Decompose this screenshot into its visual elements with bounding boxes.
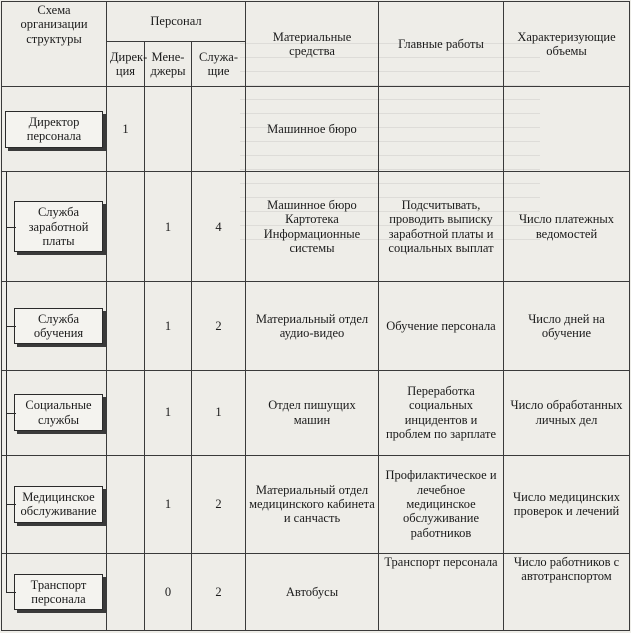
materials-cell: Машинное бюро xyxy=(246,87,379,172)
managers-cell: 1 xyxy=(145,282,192,370)
header-main-work: Главные работы xyxy=(379,2,504,87)
unit-cell xyxy=(2,87,107,172)
unit-box: Транспорт персонала xyxy=(14,574,103,611)
unit-box: Директор персонала xyxy=(5,111,103,148)
volumes-cell: Число обработанных личных дел xyxy=(504,370,630,455)
table-row xyxy=(2,87,630,172)
employees-cell: 2 xyxy=(192,282,246,370)
unit-cell xyxy=(2,172,107,282)
managers-cell: 1 xyxy=(145,455,192,553)
direction-cell xyxy=(107,553,145,630)
employees-cell: 1 xyxy=(192,370,246,455)
managers-cell xyxy=(145,87,192,172)
employees-cell: 2 xyxy=(192,455,246,553)
main-work-cell xyxy=(379,87,504,172)
employees-cell: 2 xyxy=(192,553,246,630)
header-managers: Мене-джеры xyxy=(145,42,192,87)
unit-cell xyxy=(2,370,107,455)
unit-cell xyxy=(2,553,107,630)
managers-cell: 1 xyxy=(145,172,192,282)
volumes-cell xyxy=(504,87,630,172)
header-scheme: Схема организации структуры xyxy=(2,2,107,87)
table-row xyxy=(2,455,630,553)
materials-cell: Автобусы xyxy=(246,553,379,630)
direction-cell xyxy=(107,370,145,455)
header-employees: Служа-щие xyxy=(192,42,246,87)
direction-cell xyxy=(107,455,145,553)
header-materials: Материальные средства xyxy=(246,2,379,87)
direction-cell: 1 xyxy=(107,87,145,172)
main-work-cell: Переработка социальных инцидентов и проблем по зарплате xyxy=(379,370,504,455)
unit-box: Служба заработной платы xyxy=(14,201,103,252)
main-work-cell: Транспорт персонала xyxy=(379,553,504,630)
header-direction: Дирек-ция xyxy=(107,42,145,87)
header-row xyxy=(2,2,630,42)
unit-box: Медицинское обслуживание xyxy=(14,486,103,523)
volumes-cell: Число работников с автотранспортом xyxy=(504,553,630,630)
table-row xyxy=(2,282,630,370)
direction-cell xyxy=(107,172,145,282)
personnel-structure-table xyxy=(1,1,630,631)
employees-cell: 4 xyxy=(192,172,246,282)
table-row xyxy=(2,370,630,455)
volumes-cell: Число дней на обучение xyxy=(504,282,630,370)
materials-cell: Машинное бюро Картотека Информационные системы xyxy=(246,172,379,282)
main-work-cell: Подсчитывать, проводить выписку заработной платы и социальных выплат xyxy=(379,172,504,282)
main-work-cell: Профилактическое и лечебное медицинское обслуживание работников xyxy=(379,455,504,553)
volumes-cell: Число платежных ведомостей xyxy=(504,172,630,282)
unit-cell xyxy=(2,282,107,370)
managers-cell: 1 xyxy=(145,370,192,455)
unit-box: Социальные службы xyxy=(14,394,103,431)
volumes-cell: Число медицинских проверок и лечений xyxy=(504,455,630,553)
materials-cell: Материальный отдел аудио-видео xyxy=(246,282,379,370)
unit-box: Служба обучения xyxy=(14,308,103,345)
table-row xyxy=(2,553,630,630)
managers-cell: 0 xyxy=(145,553,192,630)
header-personnel: Персонал xyxy=(107,2,246,42)
direction-cell xyxy=(107,282,145,370)
unit-cell xyxy=(2,455,107,553)
main-work-cell: Обучение персонала xyxy=(379,282,504,370)
employees-cell xyxy=(192,87,246,172)
materials-cell: Материальный отдел медицинского кабинета и санчасть xyxy=(246,455,379,553)
materials-cell: Отдел пишущих машин xyxy=(246,370,379,455)
header-volumes: Характеризующие объемы xyxy=(504,2,630,87)
table-row xyxy=(2,172,630,282)
